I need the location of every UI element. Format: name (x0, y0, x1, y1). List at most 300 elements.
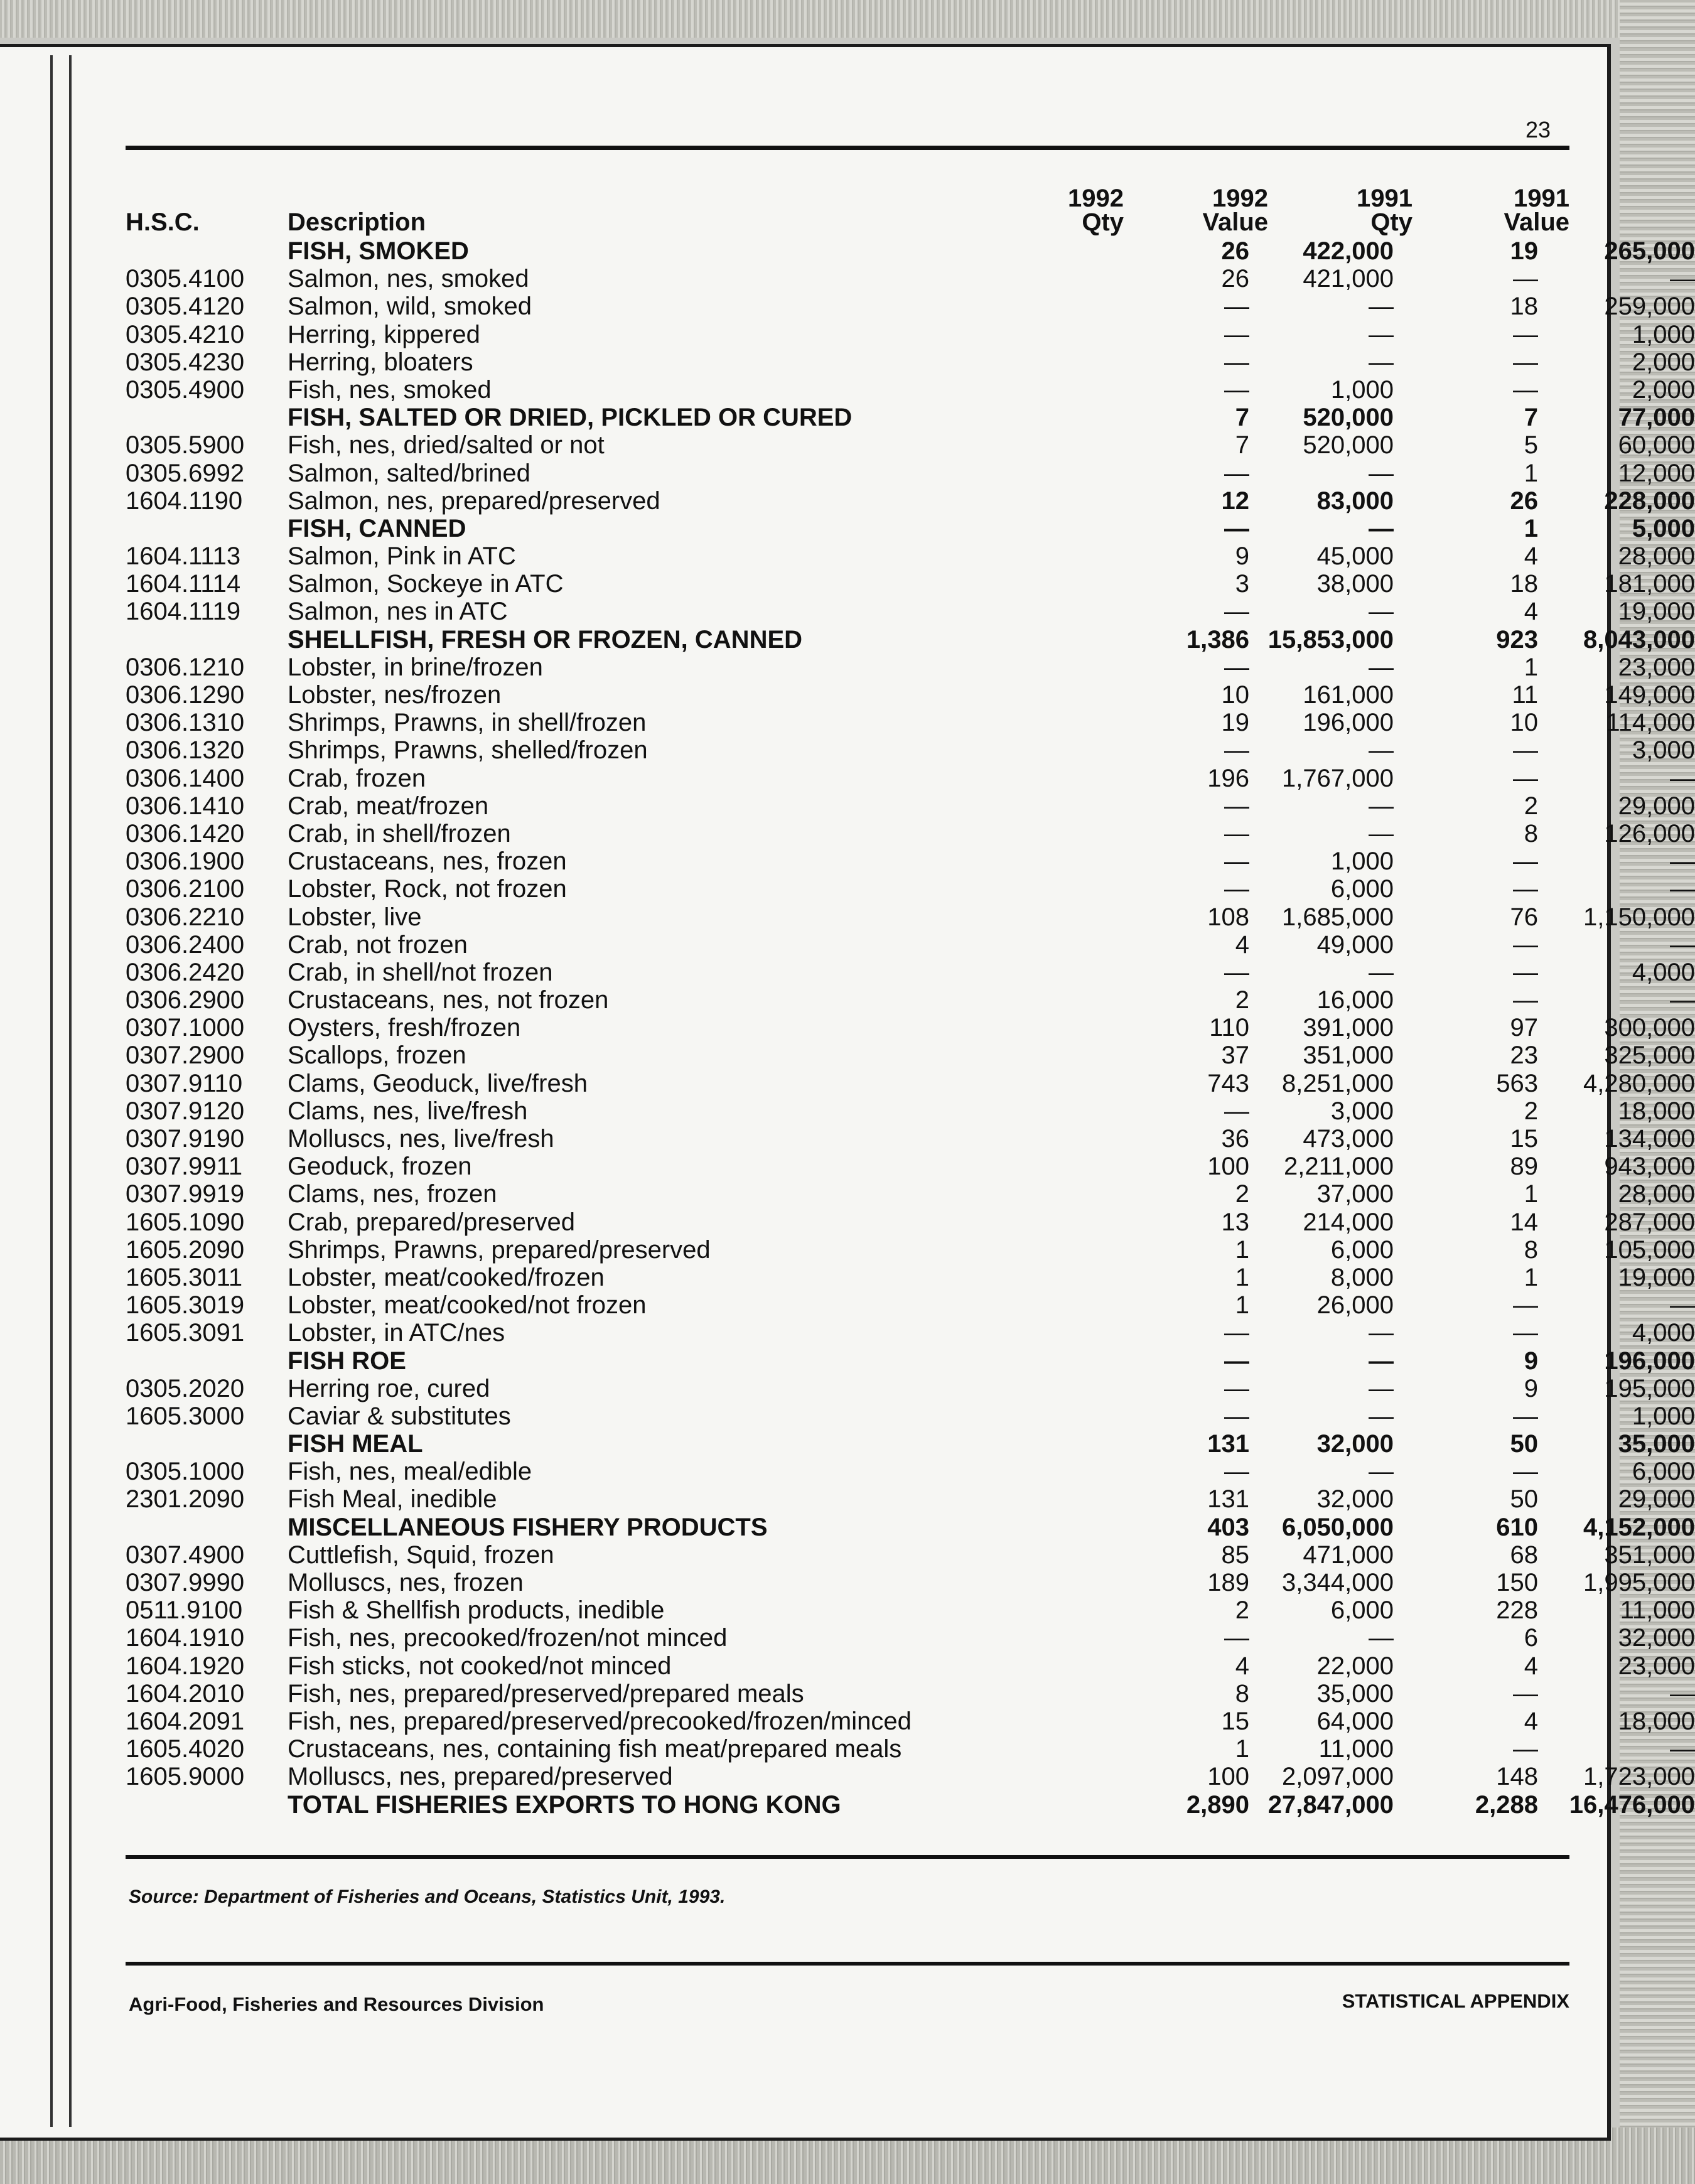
description-cell: Shrimps, Prawns, shelled/frozen (288, 736, 648, 765)
qty-1992-cell: 15 (1221, 1707, 1249, 1735)
qty-1991-cell: — (1513, 1458, 1538, 1486)
description-cell: Fish, nes, precooked/frozen/not minced (288, 1624, 728, 1652)
value-1992-cell: 3,000 (1330, 1097, 1394, 1125)
scan-border-top (0, 0, 1695, 38)
qty-1992-cell: — (1224, 1374, 1249, 1402)
hs-code-cell: 0305.2020 (126, 1374, 245, 1402)
qty-1992-cell: 4 (1235, 1652, 1249, 1680)
table-row (126, 792, 1695, 820)
table-row (126, 1125, 1695, 1153)
qty-1991-cell: 5 (1524, 431, 1538, 460)
qty-1992-cell: 131 (1207, 1485, 1249, 1514)
qty-1992-cell: 403 (1207, 1513, 1249, 1541)
description-cell: FISH, SALTED OR DRIED, PICKLED OR CURED (288, 404, 853, 432)
hs-code-cell: 0305.5900 (126, 431, 245, 460)
value-1992-cell: 3,344,000 (1282, 1569, 1394, 1596)
table-row (126, 1319, 1695, 1347)
value-1992-cell: — (1369, 1458, 1394, 1486)
value-1991-cell: 181,000 (1604, 570, 1695, 598)
qty-1992-cell: 131 (1207, 1430, 1249, 1458)
source-note: Source: Department of Fisheries and Oceans, Statistics Unit, 1993. (129, 1886, 726, 1907)
footer-section: STATISTICAL APPENDIX (1342, 1990, 1569, 2012)
value-1991-cell: 325,000 (1604, 1041, 1695, 1070)
description-cell: Lobster, live (288, 903, 422, 931)
qty-1992-cell: — (1224, 598, 1249, 626)
description-cell: Clams, nes, live/fresh (288, 1097, 528, 1125)
table-section-row (126, 1347, 1695, 1375)
qty-1992-cell: 85 (1221, 1541, 1249, 1569)
qty-1992-cell: 1 (1235, 1735, 1249, 1763)
qty-1992-cell: 1 (1235, 1291, 1249, 1320)
table-row (126, 375, 1695, 404)
table-section-row (126, 1430, 1695, 1458)
description-cell: Molluscs, nes, prepared/preserved (288, 1763, 673, 1791)
description-cell: Fish, nes, prepared/preserved/precooked/frozen/minced (288, 1707, 912, 1735)
description-cell: Crab, not frozen (288, 930, 468, 959)
qty-1991-cell: — (1513, 1319, 1538, 1347)
qty-1991-cell: 2 (1524, 1097, 1538, 1125)
qty-1991-cell: 10 (1510, 709, 1538, 737)
qty-1991-cell: 4 (1524, 542, 1538, 571)
value-1991-cell: 28,000 (1618, 542, 1695, 571)
table-row (126, 1569, 1695, 1596)
hs-code-cell: 0305.4900 (126, 375, 245, 404)
qty-1991-cell: 50 (1510, 1430, 1538, 1458)
qty-1991-cell: 14 (1510, 1208, 1538, 1236)
description-cell: Crab, prepared/preserved (288, 1208, 576, 1236)
value-1992-cell: 38,000 (1316, 570, 1394, 598)
description-cell: Lobster, in brine/frozen (288, 653, 543, 681)
qty-1992-cell: 26 (1221, 265, 1249, 293)
table-row (126, 681, 1695, 709)
qty-1991-cell: — (1513, 1735, 1538, 1763)
value-1992-cell: 520,000 (1303, 404, 1394, 432)
value-1991-cell: — (1670, 1291, 1695, 1320)
description-cell: Shrimps, Prawns, prepared/preserved (288, 1235, 711, 1264)
qty-1991-cell: — (1513, 736, 1538, 765)
qty-1992-cell: 1,386 (1186, 625, 1249, 654)
header-1991-qty: Qty (1370, 208, 1412, 236)
value-1992-cell: 6,000 (1330, 1596, 1394, 1625)
value-1992-cell: 1,000 (1330, 847, 1394, 876)
qty-1992-cell: 108 (1207, 903, 1249, 931)
value-1991-cell: 28,000 (1618, 1180, 1695, 1208)
table-row (126, 1735, 1695, 1763)
value-1992-cell: 32,000 (1316, 1485, 1394, 1514)
qty-1992-cell: — (1224, 375, 1249, 404)
description-cell: FISH MEAL (288, 1430, 423, 1458)
description-cell: FISH, SMOKED (288, 237, 469, 265)
value-1992-cell: 26,000 (1316, 1291, 1394, 1320)
qty-1992-cell: — (1224, 459, 1249, 487)
table-row (126, 958, 1695, 986)
value-1992-cell: 2,211,000 (1284, 1153, 1394, 1181)
qty-1991-cell: 610 (1496, 1513, 1538, 1541)
qty-1991-cell: 97 (1510, 1014, 1538, 1042)
description-cell: Fish, nes, meal/edible (288, 1458, 532, 1486)
value-1992-cell: — (1369, 1402, 1394, 1430)
qty-1992-cell: 12 (1221, 487, 1249, 515)
value-1991-cell: 19,000 (1618, 1263, 1695, 1291)
value-1991-cell: — (1670, 265, 1695, 293)
table-section-row (126, 404, 1695, 432)
qty-1992-cell: 110 (1209, 1014, 1249, 1042)
description-cell: FISH ROE (288, 1347, 406, 1375)
table-row (126, 1458, 1695, 1486)
description-cell: Salmon, salted/brined (288, 459, 530, 487)
description-cell: Salmon, wild, smoked (288, 293, 532, 321)
value-1992-cell: 6,000 (1330, 875, 1394, 903)
description-cell: Crab, in shell/not frozen (288, 958, 553, 986)
qty-1992-cell: — (1224, 320, 1249, 348)
table-row (126, 903, 1695, 931)
value-1991-cell: 29,000 (1618, 1485, 1695, 1514)
value-1991-cell: 1,150,000 (1583, 903, 1695, 931)
qty-1992-cell: — (1224, 1402, 1249, 1430)
header-1992-qty: Qty (1082, 208, 1124, 236)
qty-1992-cell: 9 (1235, 542, 1249, 571)
description-cell: Molluscs, nes, frozen (288, 1569, 524, 1596)
value-1991-cell: — (1670, 1679, 1695, 1708)
value-1991-cell: 4,000 (1632, 958, 1695, 986)
value-1992-cell: 1,000 (1330, 375, 1394, 404)
value-1991-cell: 23,000 (1618, 653, 1695, 681)
value-1991-cell: 16,476,000 (1569, 1790, 1695, 1819)
value-1992-cell: 351,000 (1303, 1041, 1394, 1070)
hs-code-cell: 1604.1920 (126, 1652, 245, 1680)
description-cell: Lobster, nes/frozen (288, 681, 502, 709)
qty-1991-cell: 26 (1510, 487, 1538, 515)
qty-1991-cell: 6 (1524, 1624, 1538, 1652)
qty-1992-cell: 1 (1235, 1263, 1249, 1291)
value-1992-cell: — (1369, 1319, 1394, 1347)
value-1992-cell: 27,847,000 (1267, 1790, 1394, 1819)
description-cell: Clams, Geoduck, live/fresh (288, 1069, 588, 1097)
value-1991-cell: 943,000 (1604, 1153, 1695, 1181)
value-1991-cell: 1,000 (1632, 320, 1695, 348)
description-cell: Fish sticks, not cooked/not minced (288, 1652, 672, 1680)
qty-1992-cell: — (1224, 1319, 1249, 1347)
table-row (126, 1153, 1695, 1181)
hs-code-cell: 0306.1320 (126, 736, 245, 765)
description-cell: Salmon, Pink in ATC (288, 542, 516, 571)
value-1992-cell: 35,000 (1316, 1679, 1394, 1708)
table-row (126, 1208, 1695, 1236)
value-1991-cell: 1,000 (1632, 1402, 1695, 1430)
description-cell: Crab, frozen (288, 764, 426, 792)
header-1991-value-year: 1991 (1514, 185, 1569, 212)
table-row (126, 459, 1695, 487)
description-cell: Clams, nes, frozen (288, 1180, 497, 1208)
value-1992-cell: 161,000 (1303, 681, 1394, 709)
hs-code-cell: 0305.6992 (126, 459, 245, 487)
description-cell: Salmon, nes, prepared/preserved (288, 487, 660, 515)
value-1991-cell: 287,000 (1604, 1208, 1695, 1236)
qty-1992-cell: 2 (1235, 986, 1249, 1014)
value-1992-cell: — (1369, 598, 1394, 626)
value-1991-cell: 12,000 (1618, 459, 1695, 487)
hs-code-cell: 0306.1400 (126, 764, 245, 792)
qty-1991-cell: 4 (1524, 598, 1538, 626)
description-cell: Caviar & substitutes (288, 1402, 511, 1430)
value-1991-cell: 265,000 (1604, 237, 1695, 265)
table-section-row (126, 625, 1695, 654)
qty-1992-cell: — (1224, 348, 1249, 376)
description-cell: SHELLFISH, FRESH OR FROZEN, CANNED (288, 625, 803, 654)
value-1992-cell: 214,000 (1303, 1208, 1394, 1236)
description-cell: Fish, nes, smoked (288, 375, 492, 404)
value-1992-cell: 83,000 (1316, 487, 1394, 515)
qty-1992-cell: 19 (1221, 709, 1249, 737)
value-1992-cell: — (1369, 1374, 1394, 1402)
value-1991-cell: 259,000 (1604, 293, 1695, 321)
table-row (126, 1485, 1695, 1514)
qty-1991-cell: 148 (1496, 1763, 1538, 1791)
description-cell: Crab, in shell/frozen (288, 819, 511, 847)
table-row (126, 1596, 1695, 1625)
value-1991-cell: 114,000 (1606, 709, 1695, 737)
qty-1991-cell: 50 (1510, 1485, 1538, 1514)
description-cell: Oysters, fresh/frozen (288, 1014, 521, 1042)
description-cell: Molluscs, nes, live/fresh (288, 1125, 554, 1153)
value-1991-cell: 4,280,000 (1583, 1069, 1695, 1097)
binding-edge (50, 55, 72, 2127)
qty-1991-cell: 76 (1510, 903, 1538, 931)
table-row (126, 653, 1695, 681)
hs-code-cell: 0306.2420 (126, 958, 245, 986)
page-number: 23 (1525, 117, 1551, 143)
qty-1992-cell: 196 (1207, 764, 1249, 792)
value-1992-cell: 421,000 (1303, 265, 1394, 293)
qty-1991-cell: — (1513, 265, 1538, 293)
description-cell: Herring roe, cured (288, 1374, 490, 1402)
qty-1992-cell: 10 (1221, 681, 1249, 709)
hs-code-cell: 1605.9000 (126, 1763, 245, 1791)
value-1991-cell: 196,000 (1604, 1347, 1695, 1375)
value-1991-cell: 8,043,000 (1583, 625, 1695, 654)
value-1991-cell: 4,000 (1632, 1319, 1695, 1347)
value-1991-cell: 29,000 (1618, 792, 1695, 820)
qty-1991-cell: — (1513, 958, 1538, 986)
table-row (126, 986, 1695, 1014)
value-1991-cell: — (1670, 764, 1695, 792)
description-cell: TOTAL FISHERIES EXPORTS TO HONG KONG (288, 1790, 841, 1819)
hs-code-cell: 1604.1119 (126, 598, 241, 626)
header-1992-value: Value (1202, 208, 1268, 236)
qty-1992-cell: 2,890 (1186, 1790, 1249, 1819)
qty-1991-cell: 9 (1524, 1347, 1538, 1375)
hs-code-cell: 0307.9110 (126, 1069, 243, 1097)
qty-1991-cell: 563 (1496, 1069, 1538, 1097)
qty-1991-cell: 89 (1510, 1153, 1538, 1181)
hs-code-cell: 0306.2100 (126, 875, 245, 903)
value-1991-cell: — (1670, 986, 1695, 1014)
hs-code-cell: 1605.1090 (126, 1208, 245, 1236)
qty-1992-cell: 7 (1235, 431, 1249, 460)
description-cell: Herring, bloaters (288, 348, 473, 376)
qty-1991-cell: 8 (1524, 1235, 1538, 1264)
qty-1991-cell: 8 (1524, 819, 1538, 847)
value-1991-cell: 77,000 (1618, 404, 1695, 432)
hs-code-cell: 0306.2900 (126, 986, 245, 1014)
value-1992-cell: — (1369, 1624, 1394, 1652)
header-hsc: H.S.C. (126, 208, 200, 236)
value-1992-cell: 1,767,000 (1282, 764, 1394, 792)
value-1992-cell: 15,853,000 (1267, 625, 1394, 654)
value-1992-cell: 422,000 (1303, 237, 1394, 265)
table-row (126, 598, 1695, 626)
value-1991-cell: 351,000 (1604, 1541, 1695, 1569)
qty-1992-cell: — (1224, 736, 1249, 765)
qty-1992-cell: — (1224, 958, 1249, 986)
description-cell: Crustaceans, nes, frozen (288, 847, 567, 876)
value-1992-cell: 49,000 (1316, 930, 1394, 959)
table-row (126, 348, 1695, 376)
table-row (126, 487, 1695, 515)
qty-1991-cell: 19 (1510, 237, 1538, 265)
table-section-row (126, 514, 1695, 542)
qty-1991-cell: 68 (1510, 1541, 1538, 1569)
description-cell: Salmon, nes in ATC (288, 598, 508, 626)
table-row (126, 431, 1695, 460)
qty-1991-cell: — (1513, 986, 1538, 1014)
qty-1992-cell: — (1224, 1458, 1249, 1486)
value-1992-cell: — (1369, 958, 1394, 986)
value-1991-cell: — (1670, 875, 1695, 903)
qty-1991-cell: — (1513, 847, 1538, 876)
qty-1992-cell: — (1224, 792, 1249, 820)
hs-code-cell: 1604.1190 (126, 487, 243, 515)
table-row (126, 875, 1695, 903)
value-1991-cell: 300,000 (1604, 1014, 1695, 1042)
table-row (126, 819, 1695, 847)
description-cell: Crab, meat/frozen (288, 792, 489, 820)
qty-1992-cell: 3 (1235, 570, 1249, 598)
hs-code-cell: 1605.3011 (126, 1263, 243, 1291)
qty-1992-cell: 26 (1221, 237, 1249, 265)
hs-code-cell: 2301.2090 (126, 1485, 245, 1514)
qty-1991-cell: 2,288 (1475, 1790, 1538, 1819)
header-1992-qty-year: 1992 (1068, 185, 1124, 212)
value-1991-cell: 11,000 (1620, 1596, 1695, 1625)
description-cell: Crustaceans, nes, containing fish meat/prepared meals (288, 1735, 902, 1763)
qty-1991-cell: — (1513, 1291, 1538, 1320)
table-row (126, 1679, 1695, 1708)
table-section-row (126, 1513, 1695, 1541)
qty-1992-cell: — (1224, 653, 1249, 681)
hs-code-cell: 1604.1910 (126, 1624, 245, 1652)
table-row (126, 847, 1695, 876)
hs-code-cell: 0306.1310 (126, 709, 245, 737)
hs-code-cell: 1604.2010 (126, 1679, 245, 1708)
qty-1992-cell: 100 (1207, 1763, 1249, 1791)
value-1991-cell: 1,723,000 (1583, 1763, 1695, 1791)
hs-code-cell: 0307.9911 (126, 1153, 243, 1181)
table-row (126, 1014, 1695, 1042)
value-1991-cell: — (1670, 1735, 1695, 1763)
hs-code-cell: 0307.9990 (126, 1569, 245, 1596)
top-rule (126, 146, 1569, 150)
hs-code-cell: 0306.2210 (126, 903, 245, 931)
table-row (126, 265, 1695, 293)
qty-1992-cell: 7 (1235, 404, 1249, 432)
description-cell: Lobster, in ATC/nes (288, 1319, 505, 1347)
hs-code-cell: 0305.4230 (126, 348, 245, 376)
value-1991-cell: 105,000 (1604, 1235, 1695, 1264)
hs-code-cell: 0305.4210 (126, 320, 245, 348)
value-1992-cell: 8,000 (1330, 1263, 1394, 1291)
value-1991-cell: 195,000 (1604, 1374, 1695, 1402)
description-cell: Shrimps, Prawns, in shell/frozen (288, 709, 647, 737)
qty-1991-cell: 923 (1496, 625, 1538, 654)
qty-1992-cell: — (1224, 1097, 1249, 1125)
footer-division: Agri-Food, Fisheries and Resources Division (129, 1993, 544, 2015)
hs-code-cell: 0307.4900 (126, 1541, 245, 1569)
value-1991-cell: 60,000 (1618, 431, 1695, 460)
qty-1991-cell: 7 (1524, 404, 1538, 432)
header-1991-value: Value (1504, 208, 1569, 236)
value-1992-cell: — (1369, 320, 1394, 348)
table-row (126, 1374, 1695, 1402)
hs-code-cell: 0306.1420 (126, 819, 245, 847)
qty-1991-cell: 4 (1524, 1652, 1538, 1680)
table-row (126, 1402, 1695, 1430)
description-cell: Fish Meal, inedible (288, 1485, 497, 1514)
table-row (126, 736, 1695, 765)
value-1992-cell: — (1369, 819, 1394, 847)
qty-1991-cell: — (1513, 1402, 1538, 1430)
qty-1991-cell: 18 (1510, 570, 1538, 598)
value-1991-cell: — (1670, 847, 1695, 876)
qty-1992-cell: 1 (1235, 1235, 1249, 1264)
description-cell: Geoduck, frozen (288, 1153, 472, 1181)
table-row (126, 1097, 1695, 1125)
value-1992-cell: — (1369, 514, 1394, 542)
value-1991-cell: 2,000 (1632, 375, 1695, 404)
description-cell: Lobster, Rock, not frozen (288, 875, 567, 903)
hs-code-cell: 0307.1000 (126, 1014, 245, 1042)
value-1992-cell: 8,251,000 (1282, 1069, 1394, 1097)
table-row (126, 320, 1695, 348)
description-cell: Scallops, frozen (288, 1041, 466, 1070)
table-section-row (126, 1790, 1695, 1819)
table-row (126, 1235, 1695, 1264)
value-1992-cell: — (1369, 293, 1394, 321)
value-1992-cell: 2,097,000 (1282, 1763, 1394, 1791)
value-1991-cell: 126,000 (1604, 819, 1695, 847)
hs-code-cell: 1605.3019 (126, 1291, 245, 1320)
hs-code-cell: 1605.4020 (126, 1735, 245, 1763)
qty-1992-cell: 2 (1235, 1596, 1249, 1625)
hs-code-cell: 0307.2900 (126, 1041, 245, 1070)
qty-1991-cell: — (1513, 764, 1538, 792)
description-cell: Herring, kippered (288, 320, 480, 348)
hs-code-cell: 0305.4100 (126, 265, 245, 293)
value-1992-cell: — (1369, 736, 1394, 765)
table-row (126, 570, 1695, 598)
value-1992-cell: — (1369, 459, 1394, 487)
description-cell: Salmon, Sockeye in ATC (288, 570, 564, 598)
description-cell: FISH, CANNED (288, 514, 466, 542)
header-description: Description (288, 208, 426, 236)
qty-1991-cell: 1 (1524, 1180, 1538, 1208)
description-cell: Lobster, meat/cooked/frozen (288, 1263, 605, 1291)
table-row (126, 293, 1695, 321)
qty-1991-cell: 1 (1524, 653, 1538, 681)
value-1992-cell: 45,000 (1316, 542, 1394, 571)
value-1991-cell: 6,000 (1632, 1458, 1695, 1486)
qty-1991-cell: 4 (1524, 1707, 1538, 1735)
